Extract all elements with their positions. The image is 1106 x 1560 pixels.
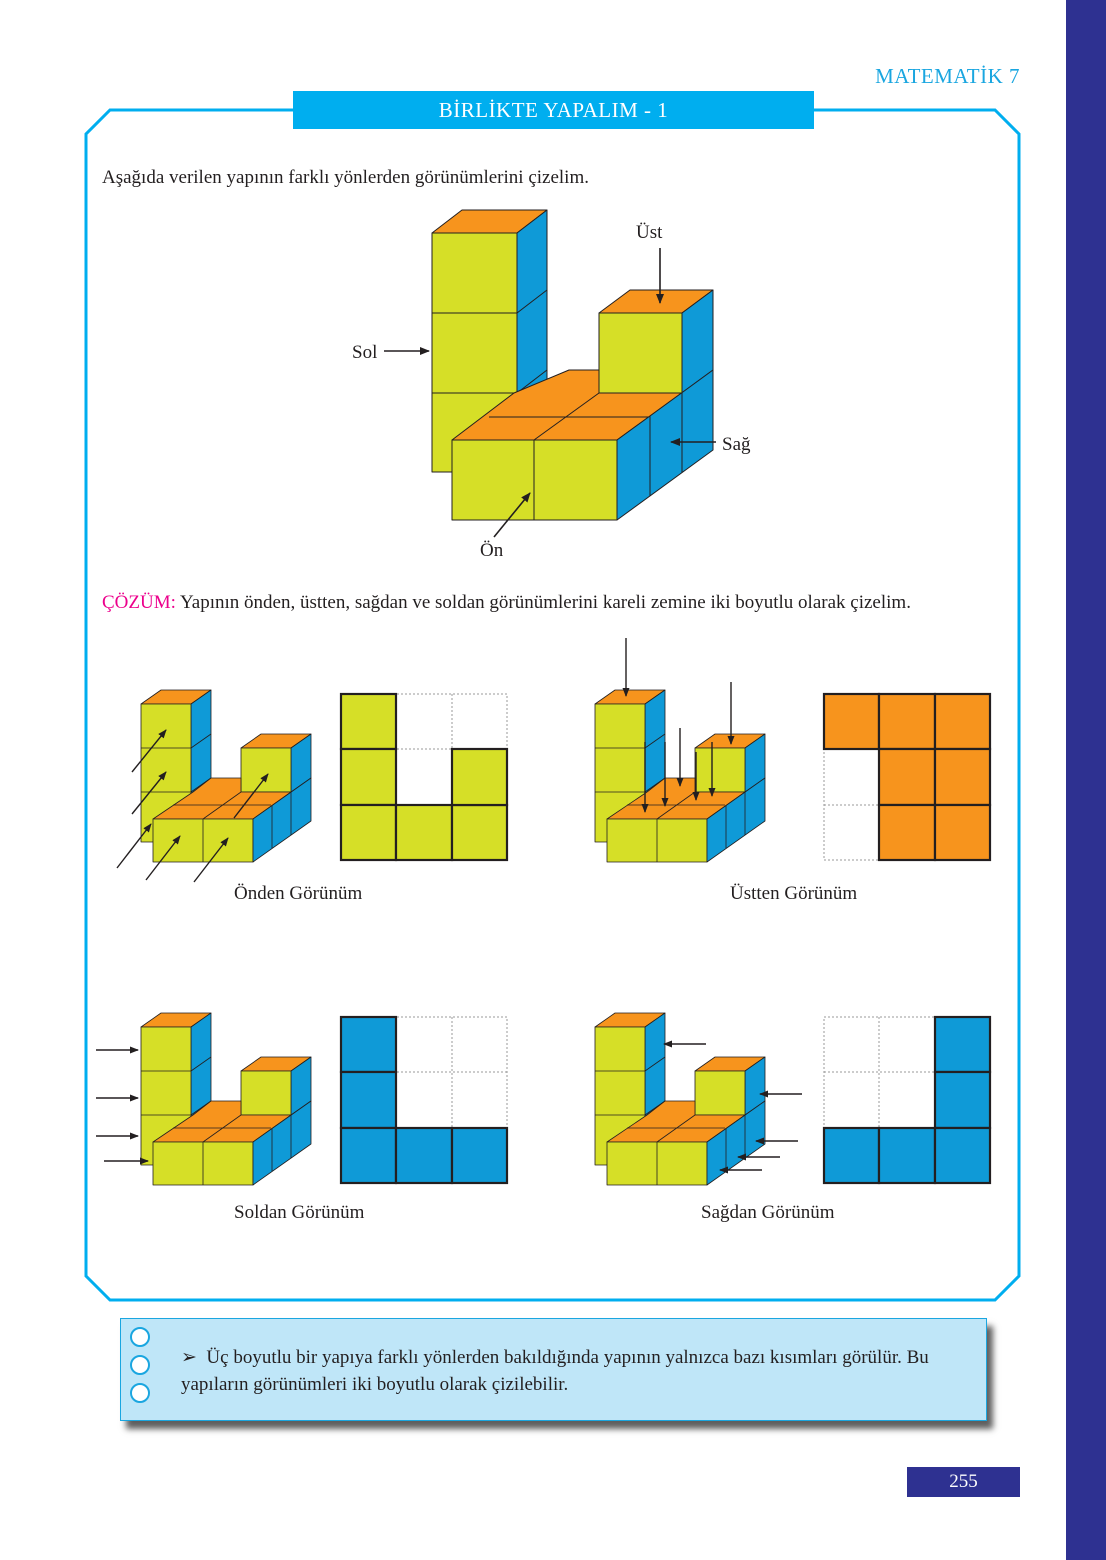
label-front: Ön xyxy=(480,540,504,561)
intro-text: Aşağıda verilen yapının farklı yönlerden görünümlerini çizelim. xyxy=(102,167,589,188)
ring-icon xyxy=(130,1355,150,1375)
label-right: Sağ xyxy=(722,434,751,455)
section-banner: BİRLİKTE YAPALIM - 1 xyxy=(293,91,814,129)
note-ring-icons xyxy=(130,1327,150,1411)
caption-left-view: Soldan Görünüm xyxy=(234,1202,365,1223)
note-body: Üç boyutlu bir yapıya farklı yönlerden bakıldığında yapının yalnızca bazı kısımları görülür. Bu yapıların görünümleri iki boyutlu olarak çizilebilir. xyxy=(181,1347,929,1395)
caption-top-view: Üstten Görünüm xyxy=(730,883,858,904)
solution-label: ÇÖZÜM: xyxy=(102,592,176,613)
caption-front-view: Önden Görünüm xyxy=(234,883,363,904)
subject-title: MATEMATİK 7 xyxy=(875,64,1020,88)
bullet-arrow-icon: ➢ xyxy=(181,1347,197,1368)
caption-right-view: Sağdan Görünüm xyxy=(701,1202,835,1223)
ring-icon xyxy=(130,1327,150,1347)
solution-text: Yapının önden, üstten, sağdan ve soldan görünümlerini kareli zemine iki boyutlu olarak çizelim. xyxy=(175,592,911,613)
ring-icon xyxy=(130,1383,150,1403)
label-left: Sol xyxy=(352,342,378,363)
note-text xyxy=(181,1344,951,1398)
label-top: Üst xyxy=(636,222,663,243)
page-number: 255 xyxy=(907,1467,1020,1497)
